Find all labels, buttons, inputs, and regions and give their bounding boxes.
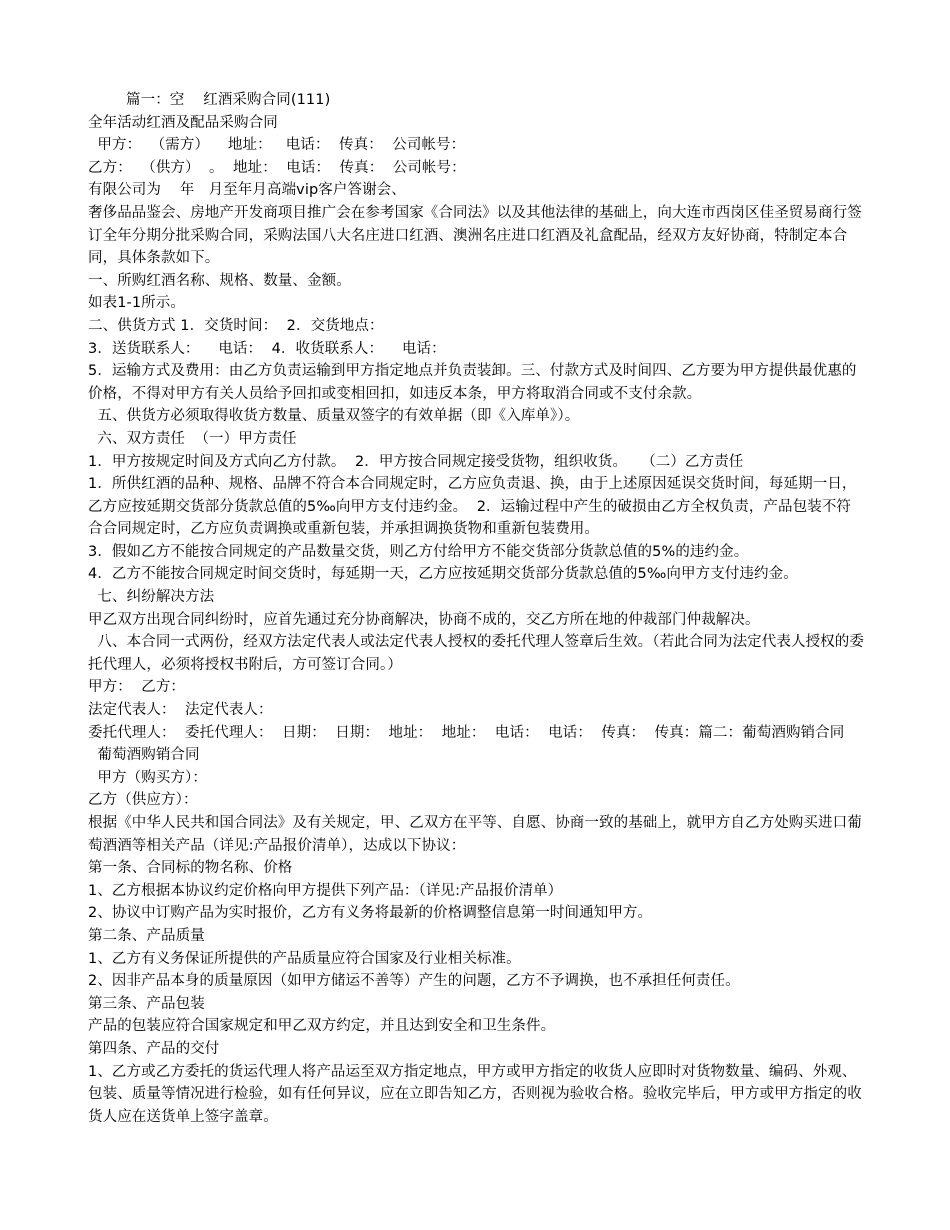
article-heading: 第四条、产品的交付	[88, 1040, 220, 1057]
article-heading: 第二条、产品质量	[88, 927, 205, 944]
article-heading: 第一条、合同标的物名称、价格	[88, 860, 293, 877]
section-heading: 八、本合同一式两份，经双方法定代表人或法定代表人授权的委托代理人签章后生效。（若此合同为法定代表人授权的委托代理人，必须将授权书附后，方可签订合同。）	[88, 634, 864, 673]
paragraph: 甲乙双方出现合同纠纷时，应首先通过充分协商解决，协商不成的，交乙方所在地的仲裁部门仲裁解决。	[88, 611, 760, 628]
party-b-label: 乙方（供应方）：	[88, 792, 198, 809]
paragraph: 5．运输方式及费用：由乙方负责运输到甲方指定地点并负责装卸。三、付款方式及时间四、乙方要为甲方提供最优惠的价格，不得对甲方有关人员给予回扣或变相回扣，如违反本条，甲方将取消合同或不支付余款。	[88, 363, 857, 402]
paragraph: 1．所供红酒的品种、规格、品牌不符合本合同规定时，乙方应负责退、换，由于上述原因延误交货时间，每延期一日，乙方应按延期交货部分货款总值的5‰向甲方支付违约金。 2．运输过程中产生的破损由乙方全权负责，产品包装不符合合同规定时，乙方应负责调换或重新包装，并承担调换货物和重新包装费用。	[88, 476, 857, 538]
section-heading: 六、双方责任 （一）甲方责任	[88, 430, 297, 447]
party-a-info: 甲方： （需方） 地址： 电话： 传真： 公司帐号：	[88, 137, 466, 154]
document-title: 篇一：空 红酒采购合同(111)	[126, 92, 331, 108]
paragraph: 1、乙方根据本协议约定价格向甲方提供下列产品：（详见:产品报价清单）	[88, 882, 563, 899]
party-a-label: 甲方（购买方）：	[88, 769, 207, 786]
paragraph: 产品的包装应符合国家规定和甲乙双方约定，并且达到安全和卫生条件。	[88, 1018, 556, 1035]
paragraph: 奢侈品品鉴会、房地产开发商项目推广会在参考国家《合同法》以及其他法律的基础上，向大连市西岗区佳圣贸易商行签订全年分期分批采购合同，采购法国八大名庄进口红酒、澳洲名庄进口红酒及礼盒配品，经双方友好协商，特制定本合同，具体条款如下。	[88, 204, 862, 267]
section-heading: 二、供货方式 1．交货时间： 2．交货地点：	[88, 317, 384, 334]
paragraph: 3．送货联系人： 电话： 4．收货联系人： 电话：	[88, 340, 446, 357]
signature-line: 甲方： 乙方：	[88, 679, 186, 696]
section-title: 葡萄酒购销合同	[88, 747, 200, 764]
paragraph: 1．甲方按规定时间及方式向乙方付款。 2．甲方按合同规定接受货物，组织收货。 （二）乙方责任	[88, 453, 744, 470]
party-b-info: 乙方： （供方） 。 地址： 电话： 传真： 公司帐号：	[88, 159, 466, 176]
paragraph: 2、协议中订购产品为实时报价，乙方有义务将最新的价格调整信息第一时间通知甲方。	[88, 905, 653, 922]
paragraph: 1、乙方或乙方委托的货运代理人将产品运至双方指定地点，甲方或甲方指定的收货人应即时对货物数量、编码、外观、包装、质量等情况进行检验，如有任何异议，应在立即告知乙方，否则视为验收合格。验收完毕后，甲方或甲方指定的收货人应在送货单上签字盖章。	[88, 1063, 862, 1125]
paragraph: 2、因非产品本身的质量原因（如甲方储运不善等）产生的问题，乙方不予调换，也不承担任何责任。	[88, 973, 740, 990]
paragraph: 3．假如乙方不能按合同规定的产品数量交货，则乙方付给甲方不能交货部分货款总值的5%的违约金。	[88, 543, 749, 560]
paragraph: 如表1-1所示。	[88, 295, 185, 312]
document-page	[88, 89, 864, 1128]
contract-heading: 全年活动红酒及配品采购合同	[88, 114, 278, 131]
signature-line: 法定代表人： 法定代表人：	[88, 702, 273, 719]
section-heading: 五、供货方必须取得收货方数量、质量双签字的有效单据（即《入库单》）。	[88, 408, 580, 425]
paragraph: 1、乙方有义务保证所提供的产品质量应符合国家及行业相关标准。	[88, 950, 521, 967]
article-heading: 第三条、产品包装	[88, 995, 205, 1012]
section-heading: 一、所购红酒名称、规格、数量、金额。	[88, 272, 351, 289]
paragraph: 4．乙方不能按合同规定时间交货时，每延期一天，乙方应按延期交货部分货款总值的5‰向甲方支付违约金。	[88, 566, 798, 583]
signature-line: 委托代理人： 委托代理人： 日期： 日期： 地址： 地址： 电话： 电话： 传真： 传真：篇二：葡萄酒购销合同	[88, 724, 845, 741]
paragraph: 有限公司为 年 月至年月高端vip客户答谢会、	[88, 182, 406, 199]
section-heading: 七、纠纷解决方法	[88, 589, 215, 606]
paragraph: 根据《中华人民共和国合同法》及有关规定，甲、乙双方在平等、自愿、协商一致的基础上，就甲方自乙方处购买进口葡萄酒酒等相关产品（详见:产品报价清单），达成以下协议：	[88, 815, 862, 854]
